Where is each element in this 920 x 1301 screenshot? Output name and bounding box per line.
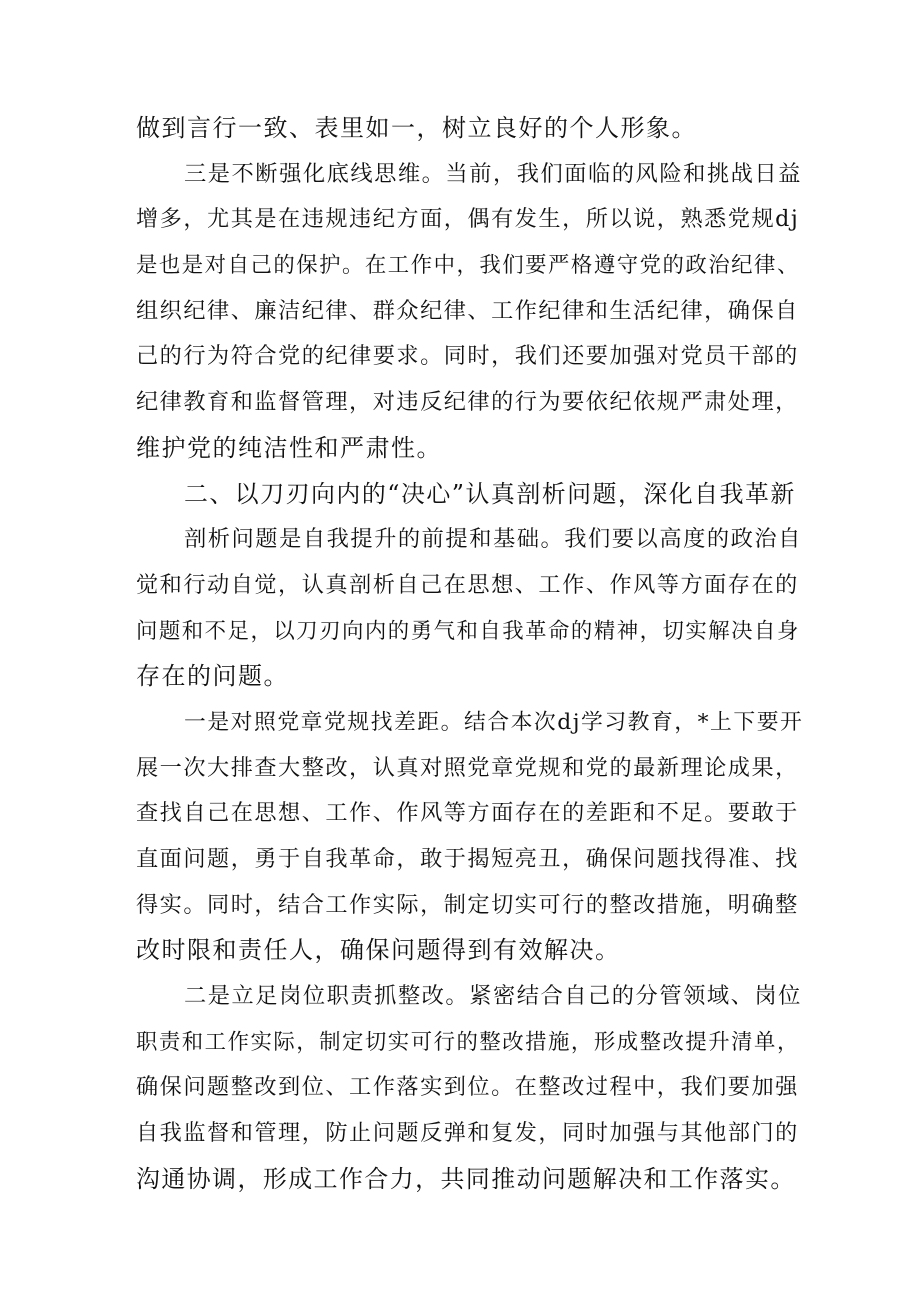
text-line: 直面问题，勇于自我革命，敢于揭短亮丑，确保问题找得准、找 — [136, 846, 799, 872]
text-line: 组织纪律、廉洁纪律、群众纪律、工作纪律和生活纪律，确保自 — [136, 297, 799, 324]
text-line: 做到言行一致、表里如一，树立良好的个人形象。 — [136, 114, 697, 142]
text-line: 展一次大排查大整改，认真对照党章党规和党的最新理论成果， — [136, 754, 799, 781]
text-line: 存在的问题。 — [136, 662, 289, 691]
text-line: 改时限和责任人，确保问题得到有效解决。 — [136, 936, 621, 965]
text-line: 觉和行动自觉，认真剖析自己在思想、工作、作风等方面存在的 — [136, 571, 799, 598]
text-line: 是也是对自己的保护。在工作中，我们要严格遵守党的政治纪律、 — [136, 253, 800, 279]
text-line: 剖析问题是自我提升的前提和基础。我们要以高度的政治自 — [184, 526, 802, 553]
text-line: 纪律教育和监督管理，对违反纪律的行为要依纪依规严肃处理， — [136, 389, 799, 416]
text-line: 二、以刀刃向内的“决心”认真剖析问题，深化自我革新 — [184, 479, 796, 508]
text-line: 得实。同时，结合工作实际，制定切实可行的整改措施，明确整 — [136, 891, 799, 918]
document-body — [136, 106, 804, 1203]
text-line: 自我监督和管理，防止问题反弹和复发，同时加强与其他部门的 — [136, 1120, 799, 1147]
text-line: 二是立足岗位职责抓整改。紧密结合自己的分管领域、岗位 — [184, 983, 802, 1010]
text-line: 职责和工作实际，制定切实可行的整改措施，形成整改提升清单， — [136, 1029, 800, 1055]
text-line: 沟通协调，形成工作合力，共同推动问题解决和工作落实。 — [136, 1164, 796, 1193]
text-line: 一是对照党章党规找差距。结合本次dj学习教育，*上下要开 — [184, 709, 804, 735]
text-line: 维护党的纯洁性和严肃性。 — [136, 433, 442, 462]
text-line: 查找自己在思想、工作、作风等方面存在的差距和不足。要敢于 — [136, 800, 799, 827]
text-line: 三是不断强化底线思维。当前，我们面临的风险和挑战日益 — [184, 160, 802, 187]
text-line: 问题和不足，以刀刃向内的勇气和自我革命的精神，切实解决自身 — [136, 618, 800, 644]
text-line: 确保问题整改到位、工作落实到位。在整改过程中，我们要加强 — [136, 1074, 799, 1101]
text-line: 己的行为符合党的纪律要求。同时，我们还要加强对党员干部的 — [136, 343, 799, 370]
text-line: 增多，尤其是在违规违纪方面，偶有发生，所以说，熟悉党规dj — [136, 206, 800, 233]
